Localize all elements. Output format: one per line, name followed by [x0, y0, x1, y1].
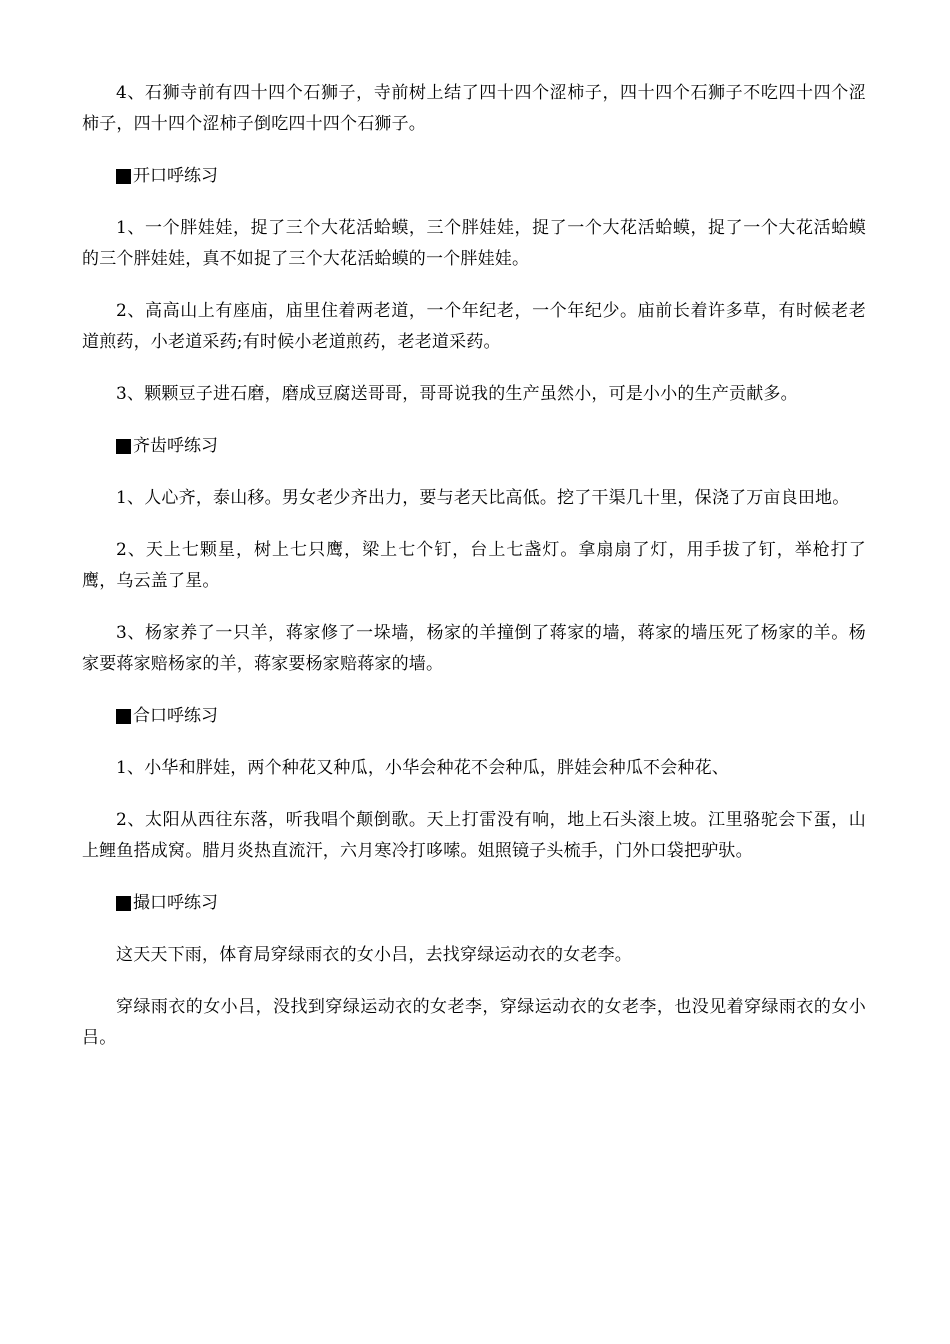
paragraph-xiayu: 这天天下雨，体育局穿绿雨衣的女小吕，去找穿绿运动衣的女老李。 — [116, 945, 632, 965]
paragraph-nvxiaolv: 穿绿雨衣的女小吕，没找到穿绿运动衣的女老李，穿绿运动衣的女老李，也没见着穿绿雨衣的女小吕。 — [82, 997, 866, 1048]
section-heading-qichihu — [82, 431, 866, 462]
black-square-bullet-icon — [116, 439, 131, 454]
black-square-bullet-icon — [116, 896, 131, 911]
paragraph-pangwawa: 1、一个胖娃娃，捉了三个大花活蛤蟆，三个胖娃娃，捉了一个大花活蛤蟆，捉了一个大花活蛤蟆的三个胖娃娃，真不如捉了三个大花活蛤蟆的一个胖娃娃。 — [82, 218, 866, 269]
black-square-bullet-icon — [116, 709, 131, 724]
paragraph-yangjia: 3、杨家养了一只羊，蒋家修了一垛墙，杨家的羊撞倒了蒋家的墙，蒋家的墙压死了杨家的羊。杨家要蒋家赔杨家的羊，蒋家要杨家赔蒋家的墙。 — [82, 623, 866, 674]
paragraph-xiaohua: 1、小华和胖娃，两个种花又种瓜，小华会种花不会种瓜，胖娃会种瓜不会种花、 — [116, 758, 730, 778]
section-heading-text: 齐齿呼练习 — [133, 436, 218, 456]
section-heading-text: 合口呼练习 — [133, 706, 218, 726]
paragraph-shishi: 4、石狮寺前有四十四个石狮子，寺前树上结了四十四个涩柿子，四十四个石狮子不吃四十四个涩柿子，四十四个涩柿子倒吃四十四个石狮子。 — [82, 83, 866, 134]
black-square-bullet-icon — [116, 169, 131, 184]
paragraph-qikexing: 2、天上七颗星，树上七只鹰，梁上七个钉，台上七盏灯。拿扇扇了灯，用手拔了钉，举枪打了鹰，乌云盖了星。 — [82, 540, 866, 591]
paragraph-laodao: 2、高高山上有座庙，庙里住着两老道，一个年纪老，一个年纪少。庙前长着许多草，有时候老老道煎药，小老道采药;有时候小老道煎药，老老道采药。 — [82, 301, 866, 352]
section-heading-cuokouhu — [82, 888, 866, 919]
paragraph-renxinqi: 1、人心齐，泰山移。男女老少齐出力，要与老天比高低。挖了干渠几十里，保浇了万亩良田地。 — [116, 488, 850, 508]
section-heading-hekouhu — [82, 701, 866, 732]
section-heading-text: 开口呼练习 — [133, 166, 218, 186]
document-body — [82, 78, 866, 1075]
paragraph-diandaoge: 2、太阳从西往东落，听我唱个颠倒歌。天上打雷没有响，地上石头滚上坡。江里骆驼会下蛋，山上鲤鱼搭成窝。腊月炎热直流汗，六月寒冷打哆嗦。姐照镜子头梳手，门外口袋把驴驮。 — [82, 810, 866, 861]
section-heading-kaikouhu — [82, 161, 866, 192]
paragraph-doufu: 3、颗颗豆子进石磨，磨成豆腐送哥哥，哥哥说我的生产虽然小，可是小小的生产贡献多。 — [116, 384, 798, 404]
section-heading-text: 撮口呼练习 — [133, 893, 218, 913]
